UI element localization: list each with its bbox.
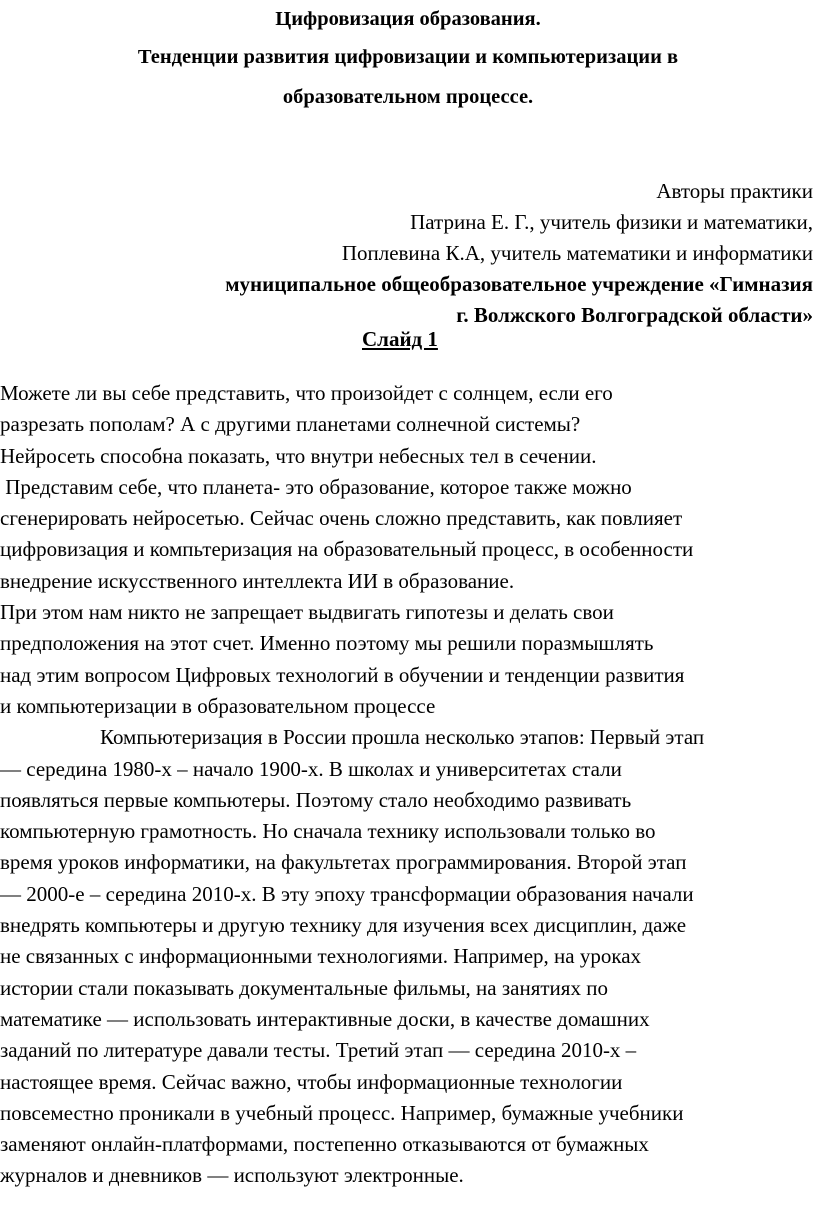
paragraph-line: разрезать пополам? А с другими планетами солнечной системы? — [0, 412, 581, 437]
paragraph-line: компьютерную грамотность. Но сначала технику использовали только во — [0, 819, 656, 844]
title-line-1: Цифровизация образования. — [275, 8, 541, 30]
paragraph-line: — 2000-е – середина 2010-х. В эту эпоху трансформации образования начали — [0, 881, 694, 906]
paragraph-line: настоящее время. Сейчас важно, чтобы информационные технологии — [0, 1069, 623, 1094]
paragraph-line: цифровизация и компьтеризация на образовательный процесс, в особенности — [0, 537, 694, 562]
paragraph-line: предположения на этот счет. Именно поэтому мы решили поразмышлять — [0, 631, 654, 656]
paragraph-line: появляться первые компьютеры. Поэтому стало необходимо развивать — [0, 787, 632, 812]
organization-line-2: г. Волжского Волгоградской области» — [456, 303, 813, 327]
paragraph-line: над этим вопросом Цифровых технологий в обучении и тенденции развития — [0, 662, 685, 687]
paragraph-line: Компьютеризация в России прошла несколько этапов: Первый этап — [100, 725, 705, 750]
authors-heading: Авторы практики — [656, 179, 813, 203]
organization-line-1: муниципальное общеобразовательное учреждение «Гимназия — [225, 272, 813, 296]
slide-heading: Слайд 1 — [362, 327, 438, 351]
paragraph-line: не связанных с информационными технологиями. Например, на уроках — [0, 944, 642, 969]
paragraph-line: время уроков информатики, на факультетах программирования. Второй этап — [0, 850, 687, 875]
author-2: Поплевина К.А, учитель математики и информатики — [341, 241, 813, 265]
author-1: Патрина Е. Г., учитель физики и математики, — [410, 210, 813, 234]
paragraph-line: Можете ли вы себе представить, что произойдет с солнцем, если его — [0, 381, 613, 405]
paragraph-line: повсеместно проникали в учебный процесс. Например, бумажные учебники — [0, 1100, 684, 1125]
paragraph-line: внедрение искусственного интеллекта ИИ в образование. — [0, 568, 515, 593]
paragraph-line: сгенерировать нейросетью. Сейчас очень сложно представить, как повлияет — [0, 506, 683, 531]
paragraph-line: внедрять компьютеры и другую технику для изучения всех дисциплин, даже — [0, 913, 687, 938]
paragraph-line: заданий по литературе давали тесты. Третий этап — середина 2010-х – — [0, 1038, 637, 1063]
title-line-3: образовательном процессе. — [282, 86, 534, 108]
paragraph-line: заменяют онлайн-платформами, постепенно отказываются от бумажных — [0, 1132, 649, 1157]
body-text — [0, 378, 816, 1192]
paragraph-line: Представим себе, что планета- это образование, которое также можно — [0, 474, 632, 499]
authors-block — [225, 176, 813, 331]
paragraph-line: — середина 1980-х – начало 1900-х. В школах и университетах стали — [0, 756, 622, 781]
paragraph-line: истории стали показывать документальные фильмы, на занятиях по — [0, 975, 608, 1000]
paragraph-line: математике — использовать интерактивные доски, в качестве домашних — [0, 1006, 650, 1031]
paragraph-line: и компьютеризации в образовательном процессе — [0, 693, 436, 718]
paragraph-line: Нейросеть способна показать, что внутри небесных тел в сечении. — [0, 443, 597, 468]
paragraph-line: журналов и дневников — используют электронные. — [0, 1163, 464, 1188]
title-line-2: Тенденции развития цифровизации и компьютеризации в — [137, 46, 679, 68]
paragraph-line: При этом нам никто не запрещает выдвигать гипотезы и делать свои — [0, 600, 614, 625]
